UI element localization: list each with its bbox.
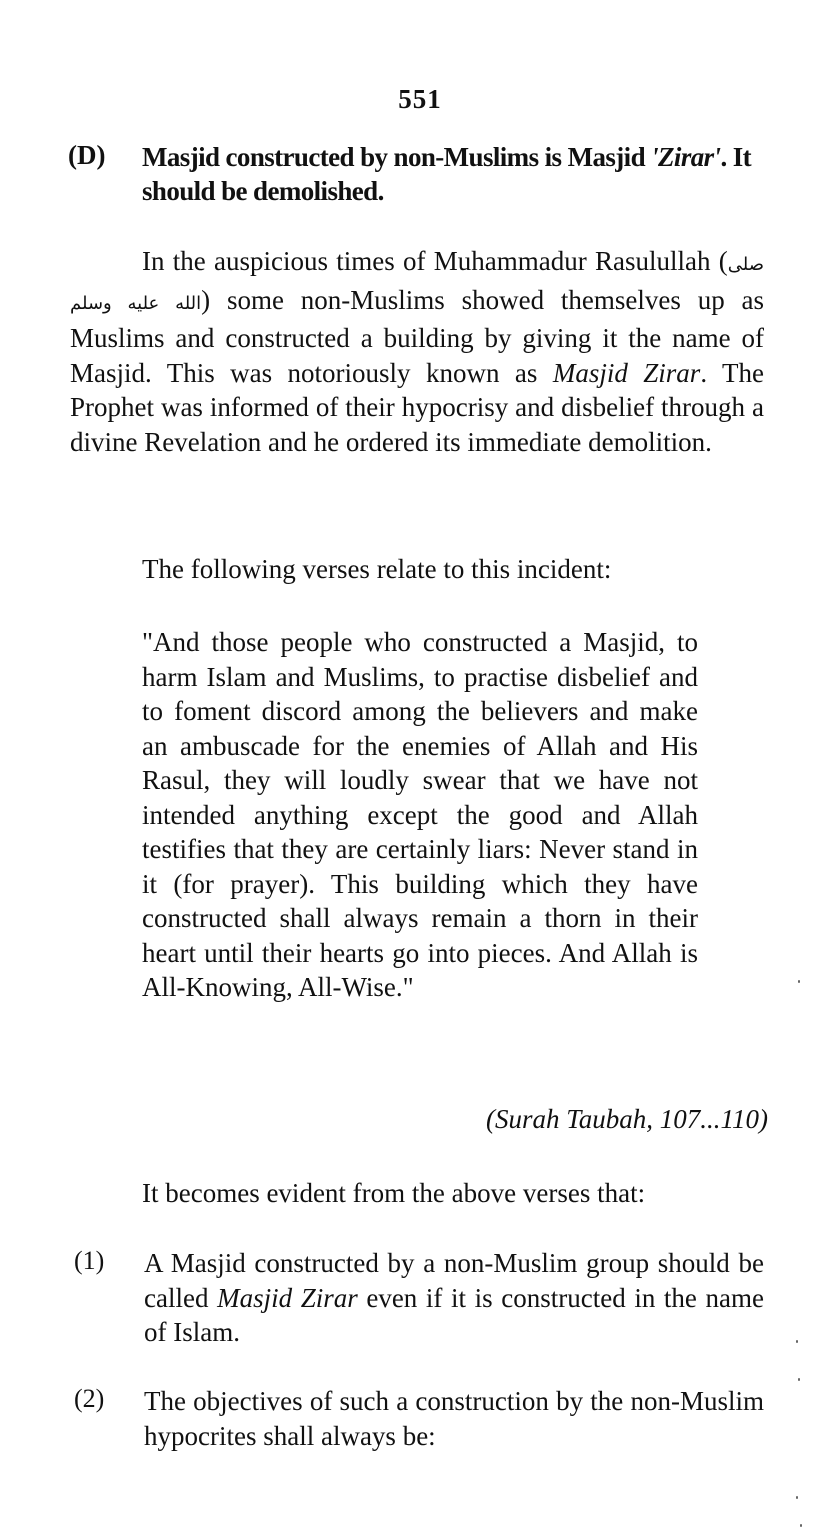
scan-speck (800, 1524, 802, 1527)
intro-paragraph (70, 244, 764, 459)
list-item-1 (144, 1246, 764, 1350)
list-item-1-text-end: even if it is constructed in the name of Islam. (144, 1282, 764, 1347)
scan-speck (798, 980, 800, 983)
heading-text-end: . It should be demolished. (142, 142, 752, 206)
verses-intro: The following verses relate to this incident: (142, 554, 612, 584)
scan-speck (796, 1496, 798, 1499)
intro-text-middle: ) some non-Muslims showed themselves up as Muslims and constructed a building by giving it the name of Masjid. This was notoriously known as (70, 284, 764, 388)
scan-speck (796, 1340, 798, 1343)
list-number-2: (2) (74, 1384, 105, 1413)
quotation: "And those people who constructed a Masjid, to harm Islam and Muslims, to practise disbelief and to foment discord among the believers and make an ambuscade for the enemies of Allah and His Rasul, they will loudly swear that we have not intended anything except the good and Allah testifies that they are certainly liars: Never stand in it (for prayer). This building which they have constructed shall always remain a thorn in their heart until their hearts go into pieces. And Allah is All-Knowing, All-Wise." (142, 627, 698, 1002)
evident-line: It becomes evident from the above verses that: (142, 1178, 646, 1208)
list-number-1: (1) (74, 1246, 105, 1275)
page-number: 551 (398, 84, 442, 114)
section-marker: (D) (68, 140, 106, 170)
heading-text: Masjid constructed by non-Muslims is Masjid (142, 142, 645, 172)
list-item-1-term: Masjid Zirar (217, 1282, 358, 1313)
heading-term: 'Zirar' (651, 142, 721, 172)
scan-speck (798, 1378, 800, 1381)
citation: (Surah Taubah, 107...110) (485, 1104, 768, 1134)
intro-term: Masjid Zirar (552, 357, 701, 388)
intro-text-start: In the auspicious times of Muhammadur Rasulullah ( (142, 246, 728, 276)
section-heading (142, 140, 782, 208)
arabic-salutation: صلى الله عليه وسلم (70, 254, 764, 314)
intro-text-end: . The Prophet was informed of their hypocrisy and disbelief through a divine Revelation and he ordered its immediate demolition. (70, 357, 764, 457)
list-item-2: The objectives of such a construction by the non-Muslim hypocrites shall always be: (144, 1386, 764, 1451)
list-item-1-text-start: A Masjid constructed by a non-Muslim group should be called (144, 1248, 764, 1313)
